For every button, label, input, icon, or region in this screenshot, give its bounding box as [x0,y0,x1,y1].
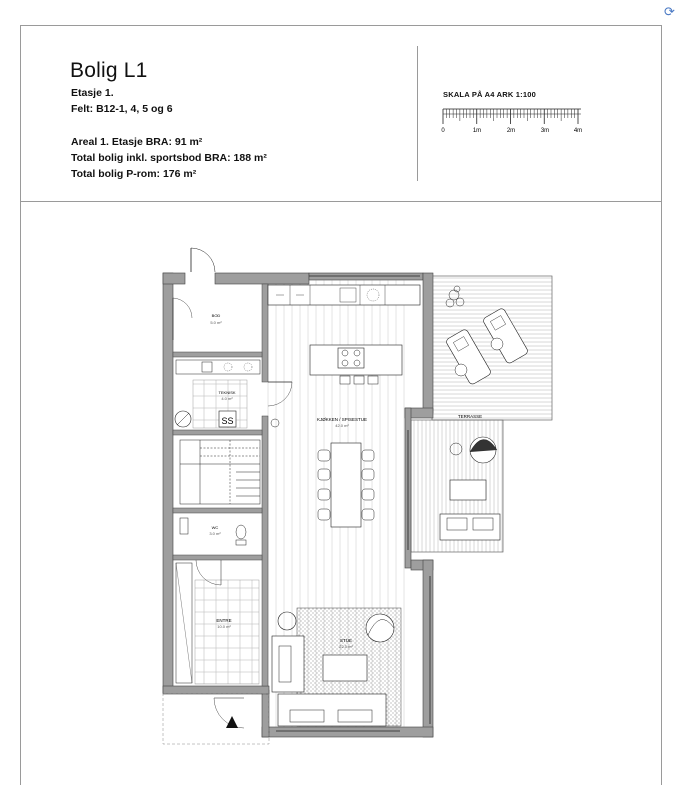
coffee-table [323,655,367,681]
room-entre-area: 10.0 m² [217,624,231,629]
scale-tick-1m: 1m [472,128,482,134]
room-wc-area: 3.0 m² [209,531,221,536]
room-teknisk-area: 4.0 m² [221,396,233,401]
room-stue-area: 22.0 m² [339,644,353,649]
field-label: Felt: B12-1, 4, 5 og 6 [71,103,173,115]
refresh-icon[interactable]: ⟳ [664,4,675,19]
staircase [180,440,260,504]
area-total-bra: Total bolig inkl. sportsbod BRA: 188 m² [71,152,267,164]
floor-label: Etasje 1. [71,87,114,99]
scale-tick-0: 0 [441,128,445,134]
room-teknisk-label: TEKNISK [218,390,236,395]
room-bod-label: BOD [211,313,221,318]
room-kjokken-label: KJØKKEN / SPISESTUE [316,417,368,422]
scale-tick-3m: 3m [540,128,550,134]
dining-table [331,443,361,527]
room-stue-label: STUE [339,638,353,643]
plan-title: Bolig L1 [70,59,148,82]
scale-tick-4m: 4m [573,128,583,134]
scale-tick-2m: 2m [506,128,516,134]
room-bod-area: 5.0 m² [210,320,222,325]
terrace-label: TERRASSE [457,414,483,419]
scale-label: SKALA PÅ A4 ARK 1:100 [443,90,536,99]
room-kjokken-area: 42.0 m² [335,423,349,428]
area-total-prom: Total bolig P-rom: 176 m² [71,168,197,180]
armchair [366,614,394,642]
entrance-arrow-icon [226,716,238,728]
area-floor: Areal 1. Etasje BRA: 91 m² [71,136,203,148]
room-entre-label: ENTRE [216,618,232,623]
terrace-table [450,480,486,500]
room-wc-label: WC [211,525,219,530]
ss-symbol: SS [221,416,234,426]
